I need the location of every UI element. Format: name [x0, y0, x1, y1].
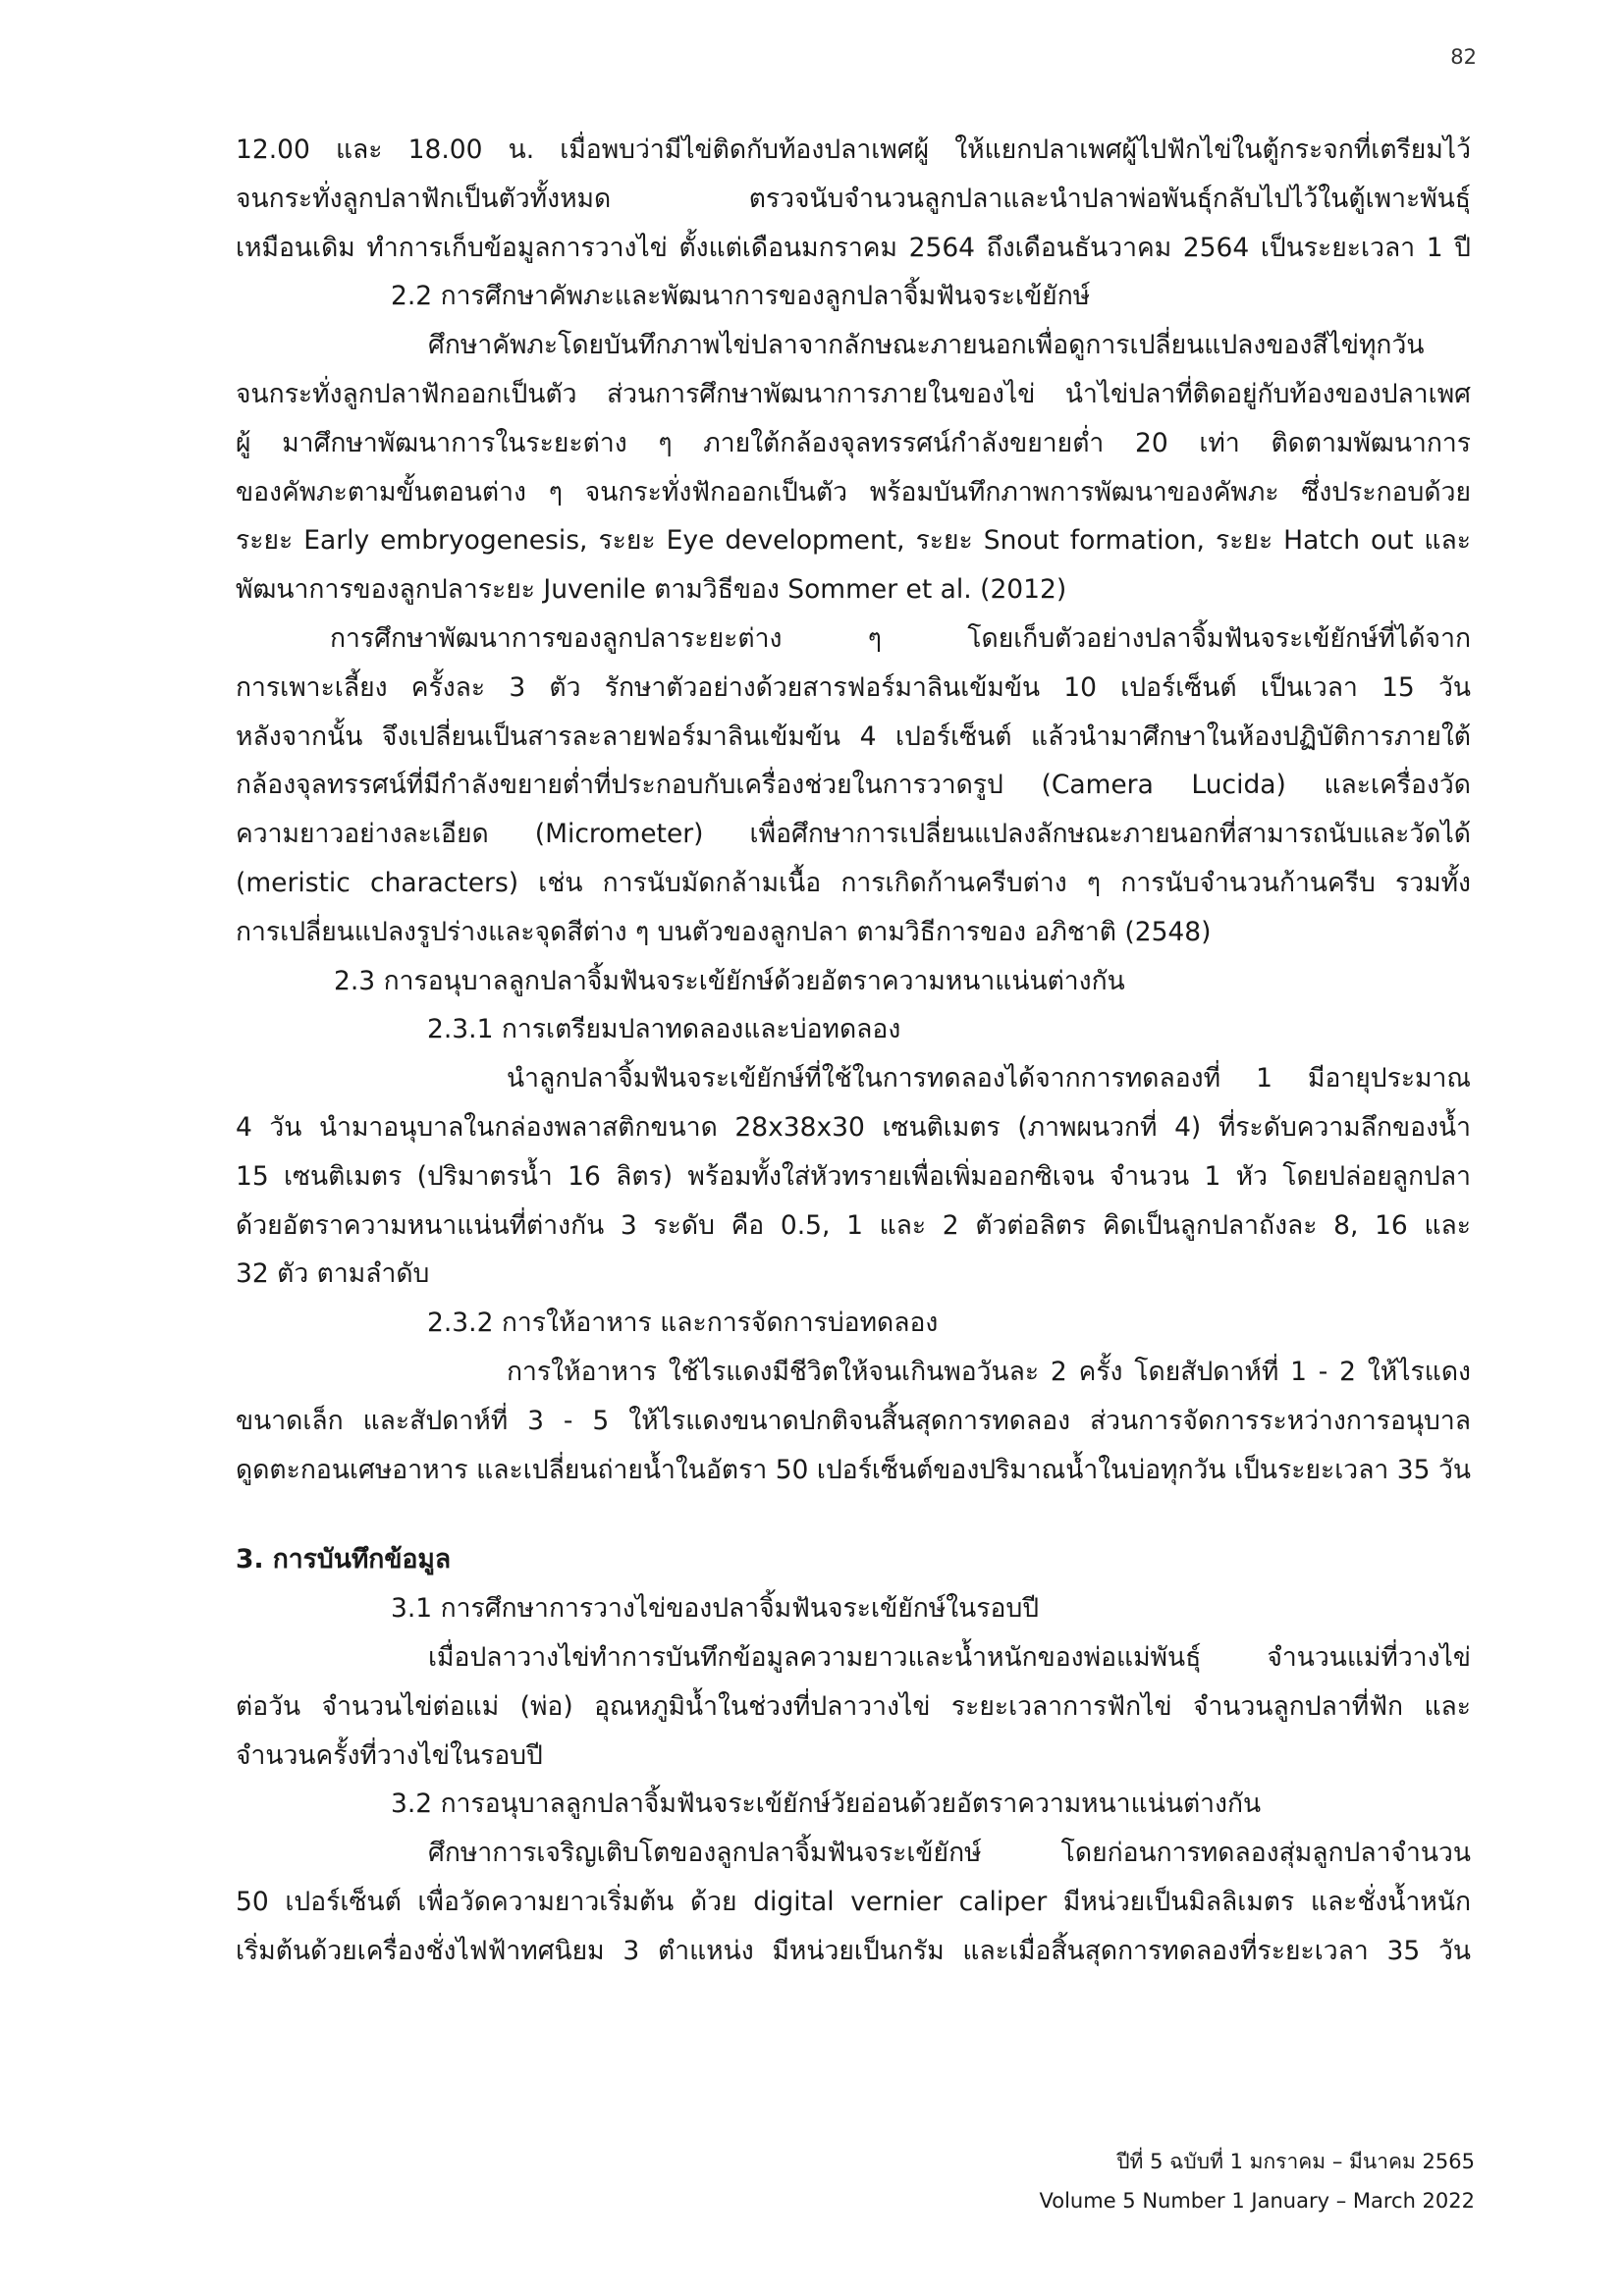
text-line: นำลูกปลาจิ้มฟันจระเข้ยักษ์ที่ใช้ในการทดลองได้จากการทดลองที่ 1 มีอายุประมาณ — [507, 1063, 1471, 1095]
text-line: 50 เปอร์เซ็นต์ เพื่อวัดความยาวเริ่มต้น ด้วย digital vernier caliper มีหน่วยเป็นมิลลิเมตร และชั่งน้ำหนัก — [236, 1886, 1471, 1917]
text-line: จนกระทั่งลูกปลาฟักเป็นตัวทั้งหมด ตรวจนับจำนวนลูกปลาและนำปลาพ่อพันธุ์กลับไปไว้ในตู้เพาะพันธุ์ — [236, 183, 1471, 214]
footer-thai-issue: ปีที่ 5 ฉบับที่ 1 มกราคม – มีนาคม 2565 — [1116, 2150, 1475, 2173]
text-line: 12.00 และ 18.00 น. เมื่อพบว่ามีไข่ติดกับท้องปลาเพศผู้ ให้แยกปลาเพศผู้ไปฟักไข่ในตู้กระจกที่เตรียมไว้ — [236, 134, 1471, 165]
text-line: 2.3 การอนุบาลลูกปลาจิ้มฟันจระเข้ยักษ์ด้วยอัตราความหนาแน่นต่างกัน — [334, 965, 1125, 996]
text-line: เริ่มต้นด้วยเครื่องชั่งไฟฟ้าทศนิยม 3 ตำแหน่ง มีหน่วยเป็นกรัม และเมื่อสิ้นสุดการทดลองที่ระยะเวลา 35 วัน — [236, 1935, 1471, 1966]
section-heading: 3. การบันทึกข้อมูล — [236, 1544, 452, 1575]
text-line: กล้องจุลทรรศน์ที่มีกำลังขยายต่ำที่ประกอบกับเครื่องช่วยในการวาดรูป (Camera Lucida) และเครื่องวัด — [236, 770, 1471, 801]
text-line: ของคัพภะตามขั้นตอนต่าง ๆ จนกระทั่งฟักออกเป็นตัว พร้อมบันทึกภาพการพัฒนาของคัพภะ ซึ่งประกอบด้วย — [236, 476, 1471, 507]
text-line: ระยะ Early embryogenesis, ระยะ Eye development, ระยะ Snout formation, ระยะ Hatch out และ — [236, 525, 1471, 557]
text-line: ความยาวอย่างละเอียด (Micrometer) เพื่อศึกษาการเปลี่ยนแปลงลักษณะภายนอกที่สามารถนับและวัดได้ — [236, 819, 1471, 850]
text-line: 15 เซนติเมตร (ปริมาตรน้ำ 16 ลิตร) พร้อมทั้งใส่หัวทรายเพื่อเพิ่มออกซิเจน จำนวน 1 หัว โดยปล่อยลูกปลา — [236, 1160, 1471, 1192]
text-line: ศึกษาการเจริญเติบโตของลูกปลาจิ้มฟันจระเข้ยักษ์ โดยก่อนการทดลองสุ่มลูกปลาจำนวน — [428, 1838, 1471, 1869]
text-line: 2.3.2 การให้อาหาร และการจัดการบ่อทดลอง — [427, 1308, 939, 1339]
footer-english-issue: Volume 5 Number 1 January – March 2022 — [1039, 2189, 1475, 2213]
page-number: 82 — [1450, 45, 1477, 69]
text-line: การให้อาหาร ใช้ไรแดงมีชีวิตให้จนเกินพอวันละ 2 ครั้ง โดยสัปดาห์ที่ 1 - 2 ให้ไรแดง — [507, 1356, 1471, 1387]
text-line: ด้วยอัตราความหนาแน่นที่ต่างกัน 3 ระดับ คือ 0.5, 1 และ 2 ตัวต่อลิตร คิดเป็นลูกปลาถังละ 8, 16 และ — [236, 1209, 1471, 1241]
text-line: เมื่อปลาวางไข่ทำการบันทึกข้อมูลความยาวและน้ำหนักของพ่อแม่พันธุ์ จำนวนแม่ที่วางไข่ — [428, 1641, 1471, 1673]
text-line: การเพาะเลี้ยง ครั้งละ 3 ตัว รักษาตัวอย่างด้วยสารฟอร์มาลินเข้มข้น 10 เปอร์เซ็นต์ เป็นเวลา 15 วัน — [236, 671, 1471, 703]
text-line: ผู้ มาศึกษาพัฒนาการในระยะต่าง ๆ ภายใต้กล้องจุลทรรศน์กำลังขยายต่ำ 20 เท่า ติดตามพัฒนาการ — [236, 427, 1471, 458]
section-spacer — [236, 1494, 1471, 1535]
text-line: ดูดตะกอนเศษอาหาร และเปลี่ยนถ่ายน้ำในอัตรา 50 เปอร์เซ็นต์ของปริมาณน้ำในบ่อทุกวัน เป็นระยะเวลา 35 วัน — [236, 1454, 1471, 1485]
text-line: การศึกษาพัฒนาการของลูกปลาระยะต่าง ๆ โดยเก็บตัวอย่างปลาจิ้มฟันจระเข้ยักษ์ที่ได้จาก — [330, 622, 1471, 654]
text-line: หลังจากนั้น จึงเปลี่ยนเป็นสารละลายฟอร์มาลินเข้มข้น 4 เปอร์เซ็นต์ แล้วนำมาศึกษาในห้องปฏิบัติการภายใต้ — [236, 721, 1471, 752]
text-line: ต่อวัน จำนวนไข่ต่อแม่ (พ่อ) อุณหภูมิน้ำในช่วงที่ปลาวางไข่ ระยะเวลาการฟักไข่ จำนวนลูกปลาที่ฟัก และ — [236, 1690, 1471, 1722]
text-line: การเปลี่ยนแปลงรูปร่างและจุดสีต่าง ๆ บนตัวของลูกปลา ตามวิธีการของ อภิชาติ (2548) — [236, 916, 1212, 947]
document-body — [236, 126, 1471, 1975]
text-line: 2.3.1 การเตรียมปลาทดลองและบ่อทดลอง — [427, 1014, 901, 1045]
text-line: (meristic characters) เช่น การนับมัดกล้ามเนื้อ การเกิดก้านครีบต่าง ๆ การนับจำนวนก้านครีบ รวมทั้ง — [236, 867, 1471, 898]
text-line: ศึกษาคัพภะโดยบันทึกภาพไข่ปลาจากลักษณะภายนอกเพื่อดูการเปลี่ยนแปลงของสีไข่ทุกวัน — [428, 330, 1425, 361]
text-line: เหมือนเดิม ทำการเก็บข้อมูลการวางไข่ ตั้งแต่เดือนมกราคม 2564 ถึงเดือนธันวาคม 2564 เป็นระยะเวลา 1 ปี — [236, 232, 1471, 263]
text-line: พัฒนาการของลูกปลาระยะ Juvenile ตามวิธีของ Sommer et al. (2012) — [236, 574, 1067, 606]
text-line: 32 ตัว ตามลำดับ — [236, 1258, 430, 1290]
text-line: จำนวนครั้งที่วางไข่ในรอบปี — [236, 1739, 543, 1771]
journal-footer — [1040, 2142, 1475, 2220]
text-line: จนกระทั่งลูกปลาฟักออกเป็นตัว ส่วนการศึกษาพัฒนาการภายในของไข่ นำไข่ปลาที่ติดอยู่กับท้องของปลาเพศ — [236, 378, 1471, 409]
text-line: 2.2 การศึกษาคัพภะและพัฒนาการของลูกปลาจิ้มฟันจระเข้ยักษ์ — [391, 281, 1091, 312]
text-line: 3.2 การอนุบาลลูกปลาจิ้มฟันจระเข้ยักษ์วัยอ่อนด้วยอัตราความหนาแน่นต่างกัน — [391, 1789, 1262, 1820]
text-line: 3.1 การศึกษาการวางไข่ของปลาจิ้มฟันจระเข้ยักษ์ในรอบปี — [391, 1593, 1040, 1625]
text-line: 4 วัน นำมาอนุบาลในกล่องพลาสติกขนาด 28x38x30 เซนติเมตร (ภาพผนวกที่ 4) ที่ระดับความลึกของน้ำ — [236, 1111, 1471, 1143]
text-line: ขนาดเล็ก และสัปดาห์ที่ 3 - 5 ให้ไรแดงขนาดปกติจนสิ้นสุดการทดลอง ส่วนการจัดการระหว่างการอนุบาล — [236, 1405, 1471, 1436]
